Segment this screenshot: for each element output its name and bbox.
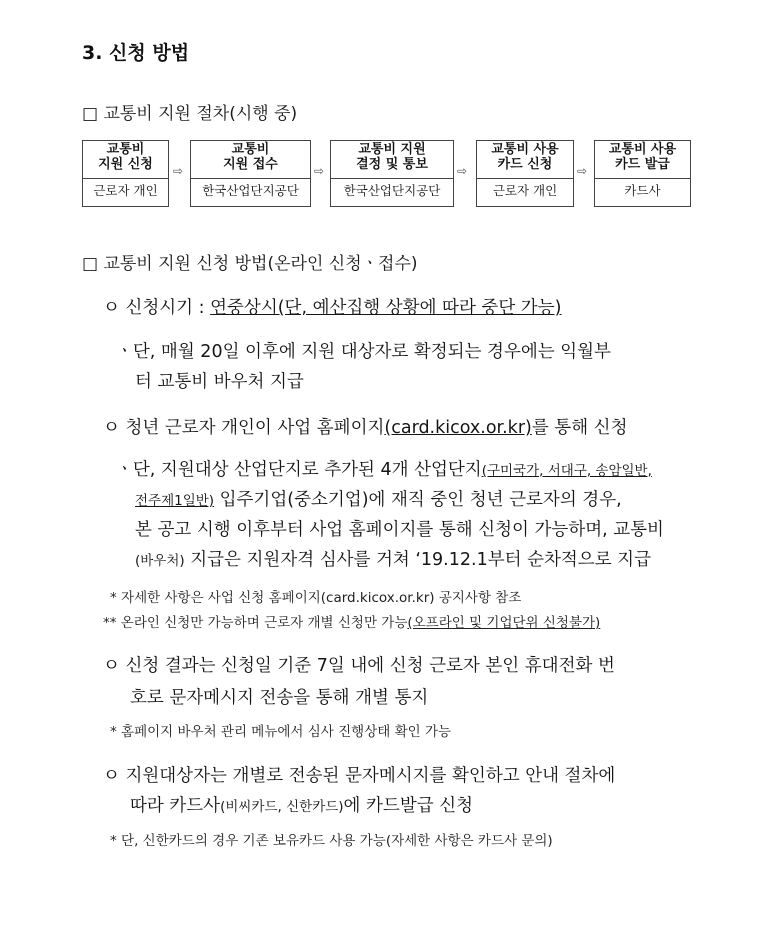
sub-item-text: 지급은 지원자격 심사를 거쳐 ‘19.12.1부터 순차적으로 지급 xyxy=(184,550,651,570)
footnote-underlined-text: (오프라인 및 기업단위 신청불가) xyxy=(407,615,601,631)
sub-item-line: ㆍ단, 매월 20일 이후에 지원 대상자로 확정되는 경우에는 익월부 xyxy=(116,342,611,362)
flow-step-receive xyxy=(190,140,311,207)
flow-step-decide xyxy=(330,140,454,207)
bullet-text: 에 카드발급 신청 xyxy=(343,796,474,816)
bullet-apply-period xyxy=(103,294,561,319)
footnote-text: ** 온라인 신청만 가능하며 근로자 개별 신청만 가능 xyxy=(103,615,408,631)
flow-step-title-line1: 교통비 xyxy=(106,142,145,157)
page-heading: 3. 신청 방법 xyxy=(82,42,190,64)
sub-item-line xyxy=(135,546,651,571)
flow-arrow-icon: ⇨ xyxy=(173,164,184,178)
footnote: * 단, 신한카드의 경우 기존 보유카드 사용 가능(자세한 사항은 카드사 문의) xyxy=(110,833,553,849)
footnote: * 자세한 사항은 사업 신청 홈페이지(card.kicox.or.kr) 공지사항 참조 xyxy=(110,590,522,606)
flow-step-actor: 한국산업단지공단 xyxy=(343,183,441,198)
flow-step-title-line1: 교통비 사용 xyxy=(491,142,559,157)
bullet-text: 를 통해 신청 xyxy=(531,418,628,438)
bullet-text: ㅇ 청년 근로자 개인이 사업 홈페이지 xyxy=(103,418,385,438)
flow-step-actor: 근로자 개인 xyxy=(492,183,558,198)
flow-step-actor: 카드사 xyxy=(624,183,661,198)
bullet-continuation: 호로 문자메시지 전송을 통해 개별 통지 xyxy=(130,688,429,708)
flow-step-title-line1: 교통비 xyxy=(231,142,270,157)
flow-step-card-issue xyxy=(594,140,691,207)
sub-item-line: 터 교통비 바우처 지급 xyxy=(135,372,304,392)
flow-step-card-apply xyxy=(476,140,574,207)
flow-step-apply xyxy=(82,140,169,207)
flow-step-actor: 한국산업단지공단 xyxy=(202,183,299,198)
bullet-underlined-text: 연중상시(단, 예산집행 상황에 따라 중단 가능) xyxy=(210,298,562,318)
flow-step-title-line2: 지원 접수 xyxy=(223,157,278,172)
sub-item-text: 입주기업(중소기업)에 재직 중인 청년 근로자의 경우, xyxy=(214,490,622,510)
sub-item-text: (바우처) xyxy=(135,553,185,569)
flow-step-title-line1: 교통비 사용 xyxy=(608,142,677,157)
flow-step-actor: 근로자 개인 xyxy=(93,183,158,198)
section-title-procedure: □ 교통비 지원 절차(시행 중) xyxy=(82,104,298,124)
sub-item-underlined-text: 전주제1일반) xyxy=(135,493,215,509)
bullet-continuation xyxy=(130,792,473,817)
flow-step-title-line2: 카드 신청 xyxy=(497,157,553,172)
bullet-small-text: (비씨카드, 신한카드) xyxy=(220,799,344,815)
flow-arrow-icon: ⇨ xyxy=(457,164,468,178)
bullet-result-notice: ㅇ 신청 결과는 신청일 기준 7일 내에 신청 근로자 본인 휴대전화 번 xyxy=(103,656,615,676)
footnote xyxy=(103,611,600,631)
sub-item-text: ㆍ단, 지원대상 산업단지로 추가된 4개 산업단지 xyxy=(116,460,482,480)
section-title-online-apply: □ 교통비 지원 신청 방법(온라인 신청ㆍ접수) xyxy=(82,254,418,274)
flow-step-title-line2: 카드 발급 xyxy=(615,157,670,172)
bullet-card-issue: ㅇ 지원대상자는 개별로 전송된 문자메시지를 확인하고 안내 절차에 xyxy=(103,766,616,786)
homepage-link[interactable]: (card.kicox.or.kr) xyxy=(384,418,532,438)
flow-arrow-icon: ⇨ xyxy=(314,164,325,178)
sub-item-line: 본 공고 시행 이후부터 사업 홈페이지를 통해 신청이 가능하며, 교통비 xyxy=(135,520,664,540)
bullet-text: ㅇ 신청시기 : xyxy=(103,298,211,318)
flow-step-title-line2: 결정 및 통보 xyxy=(356,157,428,172)
sub-item-line xyxy=(135,486,622,511)
bullet-apply-homepage xyxy=(103,414,628,439)
sub-item-underlined-text: (구미국가, 서대구, 송암일반, xyxy=(481,463,652,479)
sub-item-line xyxy=(116,456,652,481)
flow-step-title-line1: 교통비 지원 xyxy=(358,142,426,157)
bullet-text: 따라 카드사 xyxy=(130,796,221,816)
flow-step-title-line2: 지원 신청 xyxy=(98,157,153,172)
footnote: * 홈페이지 바우처 관리 메뉴에서 심사 진행상태 확인 가능 xyxy=(110,724,452,740)
flow-arrow-icon: ⇨ xyxy=(577,164,588,178)
